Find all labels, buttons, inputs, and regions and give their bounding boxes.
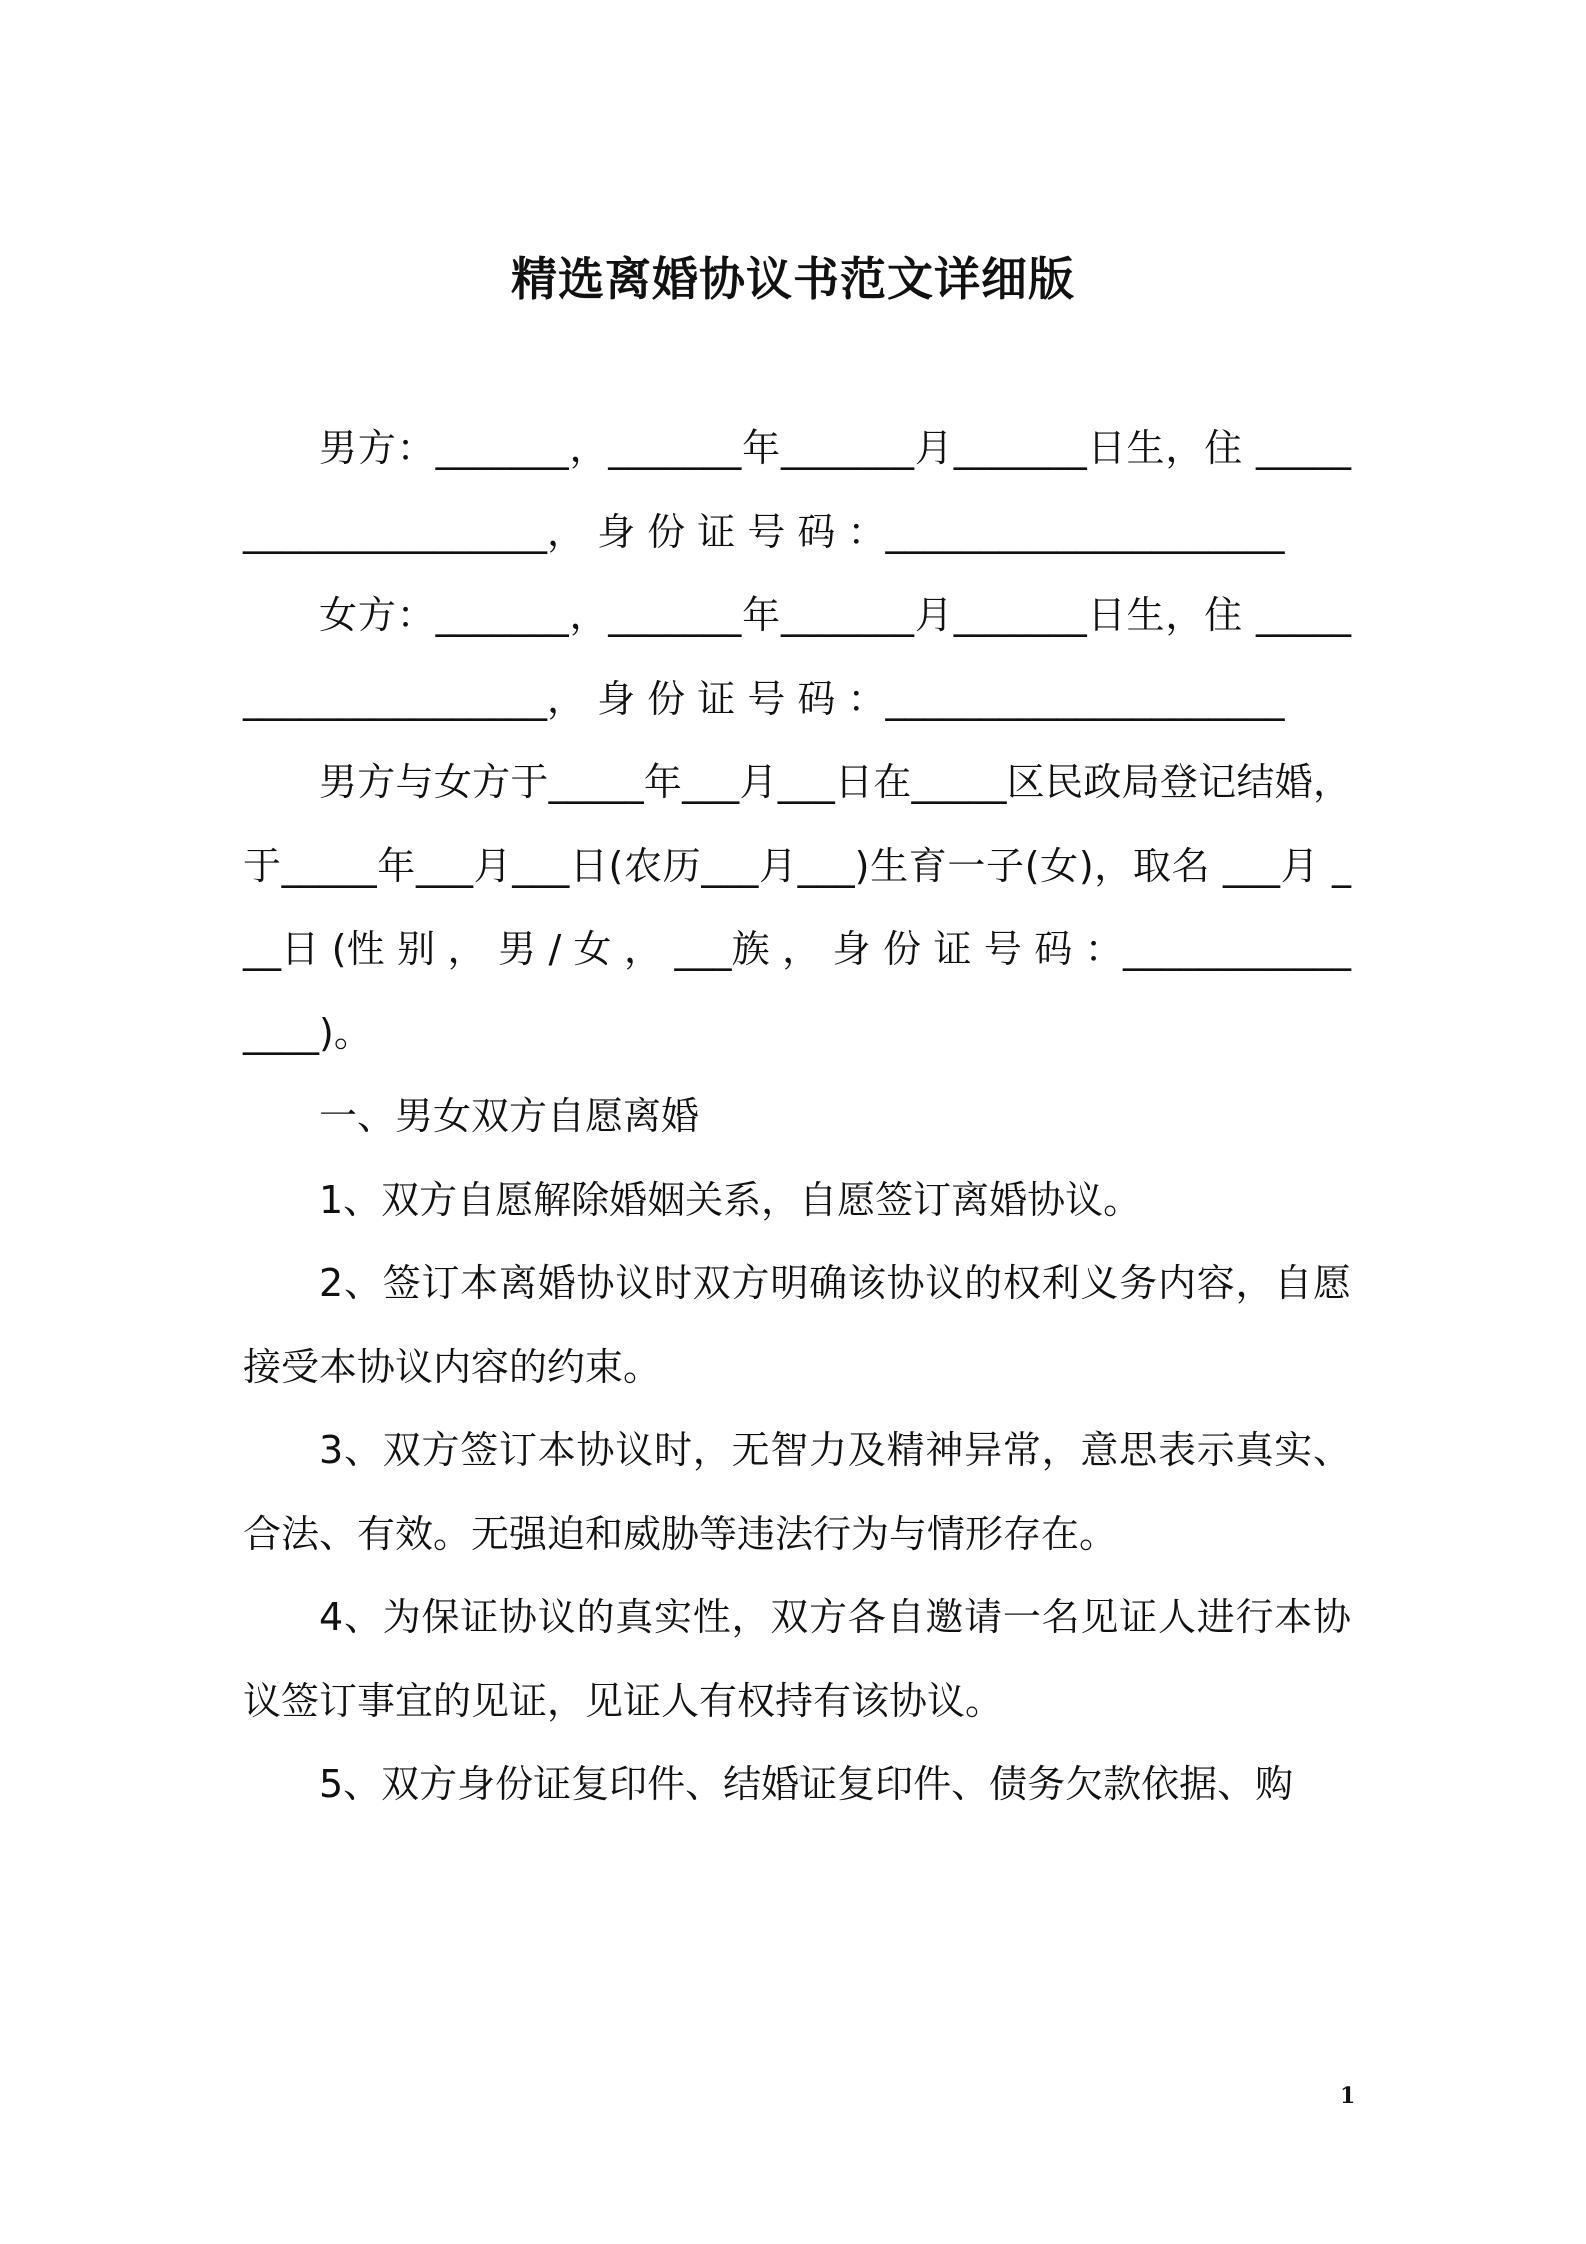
clause-3: 3、双方签订本协议时，无智力及精神异常，意思表示真实、合法、有效。无强迫和威胁等违法行为与情形存在。 <box>243 1428 1351 1556</box>
paragraph-female-party-info: 女方：_______，_______年_______月_______日生，住 _____________________， 身 份 证 号 码 ：_____________________ <box>243 593 1351 721</box>
clause-5: 5、双方身份证复印件、结婚证复印件、债务欠款依据、购 <box>319 1762 1294 1806</box>
paragraph-marriage-and-child-info: 男方与女方于_____年___月___日在_____区民政局登记结婚，于_____年___月___日(农历___月___)生育一子(女)，取名 ___月 ___日 (性 别 ， 男 / 女 ， ___族 ， 身 份 证 号 码 ：________________)。 <box>243 760 1351 1055</box>
section-heading-voluntary-divorce: 一、男女双方自愿离婚 <box>319 1094 700 1138</box>
page-number: 1 <box>1340 2083 1356 2109</box>
clause-2: 2、签订本离婚协议时双方明确该协议的权利义务内容，自愿接受本协议内容的约束。 <box>243 1261 1351 1389</box>
clause-4: 4、为保证协议的真实性，双方各自邀请一名见证人进行本协议签订事宜的见证，见证人有权持有该协议。 <box>243 1595 1351 1723</box>
document-title: 精选离婚协议书范文详细版 <box>511 251 1075 306</box>
document-body <box>243 407 1351 1827</box>
clause-1: 1、双方自愿解除婚姻关系，自愿签订离婚协议。 <box>319 1177 1142 1222</box>
paragraph-male-party-info: 男方：_______，_______年_______月_______日生，住 _____________________， 身 份 证 号 码 ：_____________________ <box>243 426 1351 554</box>
